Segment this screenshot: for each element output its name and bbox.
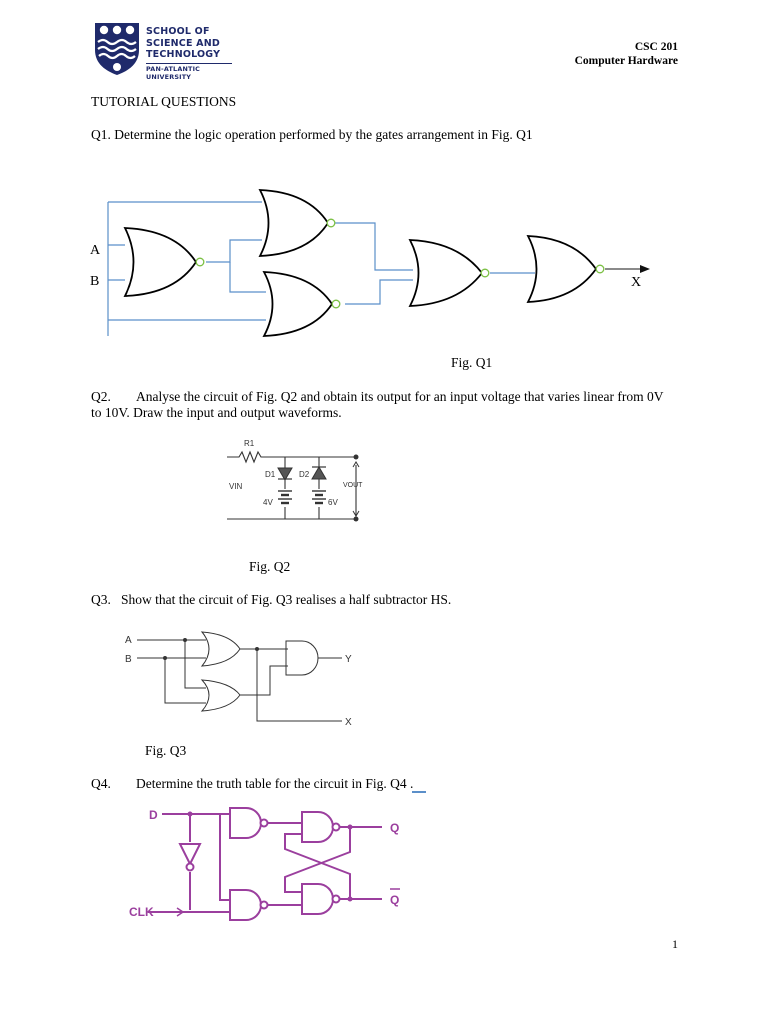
q4-label-q: Q	[390, 821, 400, 835]
q4-text: Determine the truth table for the circuit in Fig. Q4 .	[136, 776, 414, 791]
q4-text-underline	[412, 791, 426, 793]
fig-q2-circuit	[225, 435, 385, 530]
gate2-bubble	[327, 219, 335, 227]
q4-label-clk: CLK	[129, 905, 154, 919]
q2-label-vout: VOUT	[343, 482, 363, 489]
course-header	[575, 40, 678, 68]
shield-crest-icon	[92, 20, 142, 76]
q3-text: Show that the circuit of Fig. Q3 realises a half subtractor HS.	[121, 592, 452, 607]
gate4-bubble	[481, 269, 489, 277]
course-title: Computer Hardware	[574, 55, 678, 67]
q1-label-x: X	[631, 275, 642, 290]
page-number: 1	[672, 937, 678, 951]
logo-divider	[146, 63, 232, 64]
fig-q2-caption: Fig. Q2	[249, 559, 291, 574]
q2-label-d2: D2	[299, 470, 310, 479]
q2-text-line1: Analyse the circuit of Fig. Q2 and obtain its output for an input voltage that varies linear from 0V	[136, 389, 664, 404]
course-code: CSC 201	[634, 41, 678, 53]
fig-q3-circuit	[120, 628, 370, 738]
q2-label-d1: D1	[265, 470, 276, 479]
q3-label-x: X	[345, 717, 352, 728]
logo-line-3: TECHNOLOGY	[146, 49, 221, 60]
q2-text-line2: to 10V. Draw the input and output waveforms.	[91, 405, 342, 420]
q1-text: Q1. Determine the logic operation performed by the gates arrangement in Fig. Q1	[91, 127, 533, 142]
q3-label-b: B	[125, 654, 132, 665]
q3-label-a: A	[125, 635, 132, 646]
gate5-bubble	[596, 265, 604, 273]
q2-label-vin: VIN	[229, 482, 243, 491]
fig-q3-caption: Fig. Q3	[145, 743, 187, 758]
q1-label-b: B	[90, 274, 100, 289]
q3-number: Q3.	[91, 592, 111, 607]
q3-label-y: Y	[345, 654, 352, 665]
q4-label-d: D	[149, 808, 158, 822]
university-logo	[92, 20, 237, 81]
page-title: TUTORIAL QUESTIONS	[91, 94, 237, 109]
q4-number: Q4.	[91, 776, 111, 791]
fig-q4-circuit	[120, 802, 440, 922]
q4-label-qbar: Q	[390, 893, 400, 907]
q2-label-r1: R1	[244, 439, 255, 448]
logo-line-1: SCHOOL OF	[146, 26, 210, 37]
gate3-bubble	[332, 300, 340, 308]
fig-q1-circuit	[80, 180, 680, 360]
gate1-bubble	[196, 258, 204, 266]
q2-label-4v: 4V	[263, 498, 273, 507]
q2-number: Q2.	[91, 389, 111, 404]
fig-q1-caption: Fig. Q1	[451, 355, 493, 370]
q2-label-6v: 6V	[328, 498, 338, 507]
logo-line-2: SCIENCE AND	[146, 37, 220, 49]
logo-university: PAN-ATLANTIC UNIVERSITY	[146, 65, 201, 81]
q1-label-a: A	[90, 243, 101, 258]
